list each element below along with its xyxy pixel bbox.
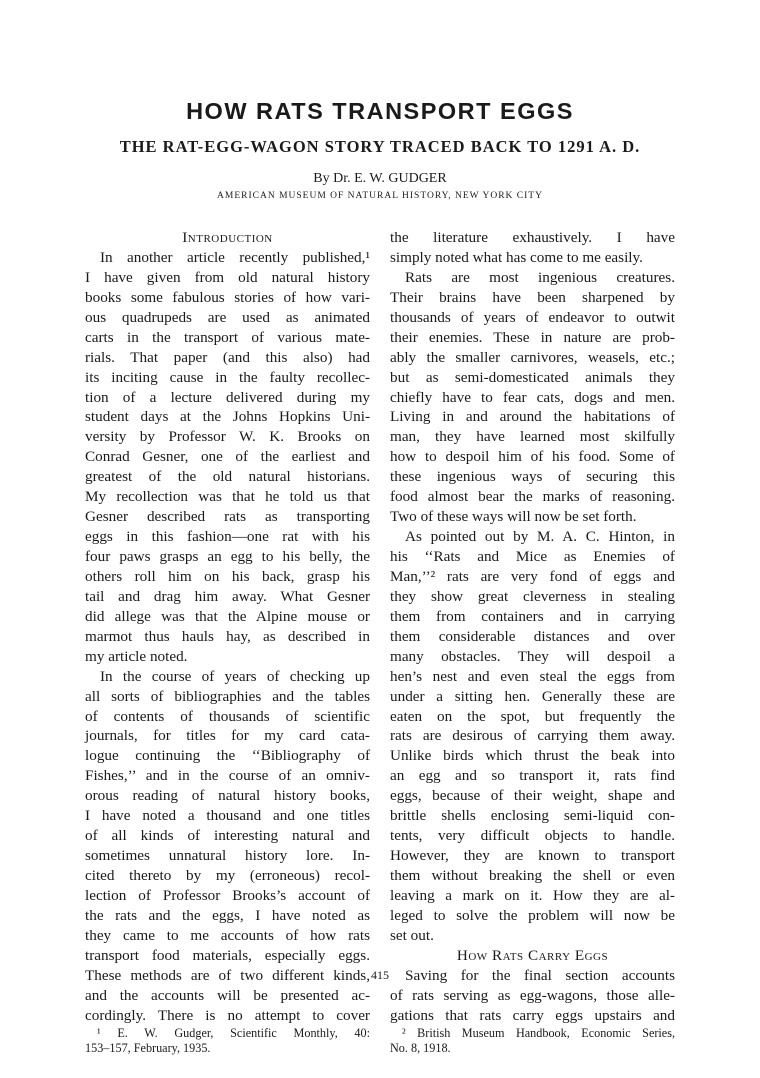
text-line: I have noted a thousand and one titles bbox=[85, 807, 370, 825]
right-column bbox=[390, 228, 675, 1056]
text-line: These methods are of two different kinds, bbox=[85, 966, 370, 984]
section-heading-how-rats-carry-eggs: How Rats Carry Eggs bbox=[456, 946, 609, 964]
text-line: my article noted. bbox=[85, 647, 188, 665]
article-title: HOW RATS TRANSPORT EGGS bbox=[186, 98, 574, 124]
text-line: orous reading of natural history books, bbox=[85, 787, 370, 805]
text-line: student days at the Johns Hopkins Uni- bbox=[85, 408, 370, 426]
text-line: rats are desirous of carrying them away. bbox=[390, 727, 675, 745]
text-line: set out. bbox=[390, 926, 434, 944]
text-line: eggs in this fashion—one rat with his bbox=[85, 528, 370, 546]
text-line: many obstacles. They will despoil a bbox=[390, 647, 675, 665]
left-column bbox=[85, 228, 370, 1056]
text-line: they show great cleverness in stealing bbox=[390, 587, 675, 605]
left-column-body bbox=[85, 248, 370, 1026]
text-line: them from containers and in carrying bbox=[390, 607, 675, 625]
text-line: their enemies. These in nature are prob- bbox=[390, 328, 675, 346]
text-line: all sorts of bibliographies and the tables bbox=[85, 687, 370, 705]
footnote-1 bbox=[85, 1026, 370, 1056]
text-line: versity by Professor W. K. Brooks on bbox=[85, 428, 370, 446]
text-line: Rats are most ingenious creatures. bbox=[405, 268, 675, 286]
text-line: the literature exhaustively. I have bbox=[390, 229, 675, 246]
text-line: carts in the transport of various mate- bbox=[85, 328, 370, 346]
text-line: hen’s nest and even steal the eggs from bbox=[390, 667, 675, 685]
text-line: Two of these ways will now be set forth. bbox=[390, 508, 637, 526]
text-line: Man,’’² rats are very fond of eggs and bbox=[390, 567, 675, 585]
text-line: My recollection was that he told us that bbox=[85, 488, 370, 506]
text-line: thousands of years of endeavor to outwit bbox=[390, 308, 675, 326]
text-line: lection of Professor Brooks’s account of bbox=[85, 886, 370, 904]
text-line: but as semi-domesticated animals they bbox=[390, 368, 675, 386]
text-line: leged to solve the problem will now be bbox=[390, 906, 675, 924]
footnote-line: No. 8, 1918. bbox=[390, 1040, 451, 1055]
text-line: greatest of the old natural historians. bbox=[85, 468, 370, 486]
text-line: man, they have learned most skilfully bbox=[390, 428, 675, 446]
author-affiliation: AMERICAN MUSEUM OF NATURAL HISTORY, NEW YORK CITY bbox=[217, 191, 543, 201]
text-line: the rats and the eggs, I have noted as bbox=[85, 906, 370, 924]
footnote-line: ¹ E. W. Gudger, Scientific Monthly, 40: bbox=[97, 1025, 370, 1040]
text-line: ous quadrupeds are used as animated bbox=[85, 308, 370, 326]
text-line: However, they are known to transport bbox=[390, 847, 675, 865]
text-line: others roll him on his back, grasp his bbox=[85, 567, 370, 585]
footnote-line: 153–157, February, 1935. bbox=[85, 1040, 211, 1055]
text-line: and the accounts will be presented ac- bbox=[85, 986, 370, 1004]
text-line: Unlike birds which thrust the beak into bbox=[390, 747, 675, 765]
text-line: tail and drag him away. What Gesner bbox=[85, 587, 370, 605]
text-line: transport food materials, especially eggs. bbox=[85, 946, 370, 964]
article-subtitle: THE RAT-EGG-WAGON STORY TRACED BACK TO 1291 A. D. bbox=[119, 137, 641, 156]
text-line: As pointed out by M. A. C. Hinton, in bbox=[405, 528, 675, 546]
text-line: gations that rats carry eggs upstairs and bbox=[390, 1006, 675, 1024]
text-line: how to despoil him of his food. Some of bbox=[390, 448, 675, 466]
text-line: did allege was that the Alpine mouse or bbox=[85, 607, 370, 625]
text-line: them considerable distances and over bbox=[390, 627, 675, 645]
text-line: eaten on the spot, but frequently the bbox=[390, 707, 675, 725]
text-line: his ‘‘Rats and Mice as Enemies of bbox=[390, 548, 675, 565]
footnote-line: ² British Museum Handbook, Economic Series, bbox=[402, 1025, 675, 1040]
text-line: chiefly have to fear cats, dogs and men. bbox=[390, 388, 675, 406]
text-line: In the course of years of checking up bbox=[100, 667, 370, 685]
text-line: an egg and so transport it, rats find bbox=[390, 767, 675, 785]
text-line: food almost bear the marks of reasoning. bbox=[390, 488, 675, 506]
text-line: eggs, because of their weight, shape and bbox=[390, 787, 675, 805]
text-line: four paws grasps an egg to his belly, the bbox=[85, 548, 370, 565]
text-line: of all kinds of interesting natural and bbox=[85, 827, 370, 845]
text-line: under a sitting hen. Generally these are bbox=[390, 687, 675, 705]
text-line: they came to me accounts of how rats bbox=[85, 926, 370, 944]
text-line: of rats serving as egg-wagons, those alle- bbox=[390, 986, 675, 1004]
text-line: rials. That paper (and this also) had bbox=[85, 348, 370, 366]
text-line: Their brains have been sharpened by bbox=[390, 288, 675, 306]
footnote-2 bbox=[390, 1026, 675, 1056]
page-number: 415 bbox=[371, 968, 389, 982]
text-line: cordingly. There is no attempt to cover bbox=[85, 1006, 370, 1024]
text-line: of contents of thousands of scientific bbox=[85, 707, 370, 725]
text-line: Saving for the final section accounts bbox=[405, 966, 675, 984]
text-line: logue continuing the ‘‘Bibliography of bbox=[85, 747, 370, 765]
text-line: marmot thus hauls hay, as described in bbox=[85, 627, 370, 645]
text-line: tents, very difficult objects to handle. bbox=[390, 827, 675, 845]
text-line: them without breaking the shell or even bbox=[390, 867, 675, 884]
section-heading-introduction: Introduction bbox=[182, 229, 273, 246]
text-line: Fishes,’’ and in the course of an omniv- bbox=[85, 767, 370, 785]
text-line: sometimes unnatural history lore. In- bbox=[85, 847, 370, 865]
right-column-body bbox=[390, 228, 675, 946]
text-line: brittle shells enclosing semi-liquid con- bbox=[390, 807, 675, 825]
text-line: In another article recently published,¹ bbox=[100, 248, 370, 266]
text-line: journals, for titles for my card cata- bbox=[85, 727, 370, 745]
text-line: Gesner described rats as transporting bbox=[85, 508, 370, 526]
text-line: simply noted what has come to me easily. bbox=[390, 248, 643, 266]
text-line: its inciting cause in the faulty recollec- bbox=[85, 368, 370, 386]
text-line: books some fabulous stories of how vari- bbox=[85, 288, 370, 306]
text-line: I have given from old natural history bbox=[85, 268, 370, 286]
text-line: these ingenious ways of securing this bbox=[390, 468, 675, 486]
text-line: leaving a mark on it. How they are al- bbox=[390, 886, 675, 904]
text-line: ably the smaller carnivores, weasels, etc.; bbox=[390, 348, 675, 366]
author-byline: By Dr. E. W. GUDGER bbox=[313, 171, 447, 186]
text-line: cited thereto by my (erroneous) recol- bbox=[85, 867, 370, 884]
text-line: tion of a lecture delivered during my bbox=[85, 388, 370, 406]
text-line: Living in and around the habitations of bbox=[390, 408, 675, 426]
text-line: Conrad Gesner, one of the earliest and bbox=[85, 448, 370, 466]
